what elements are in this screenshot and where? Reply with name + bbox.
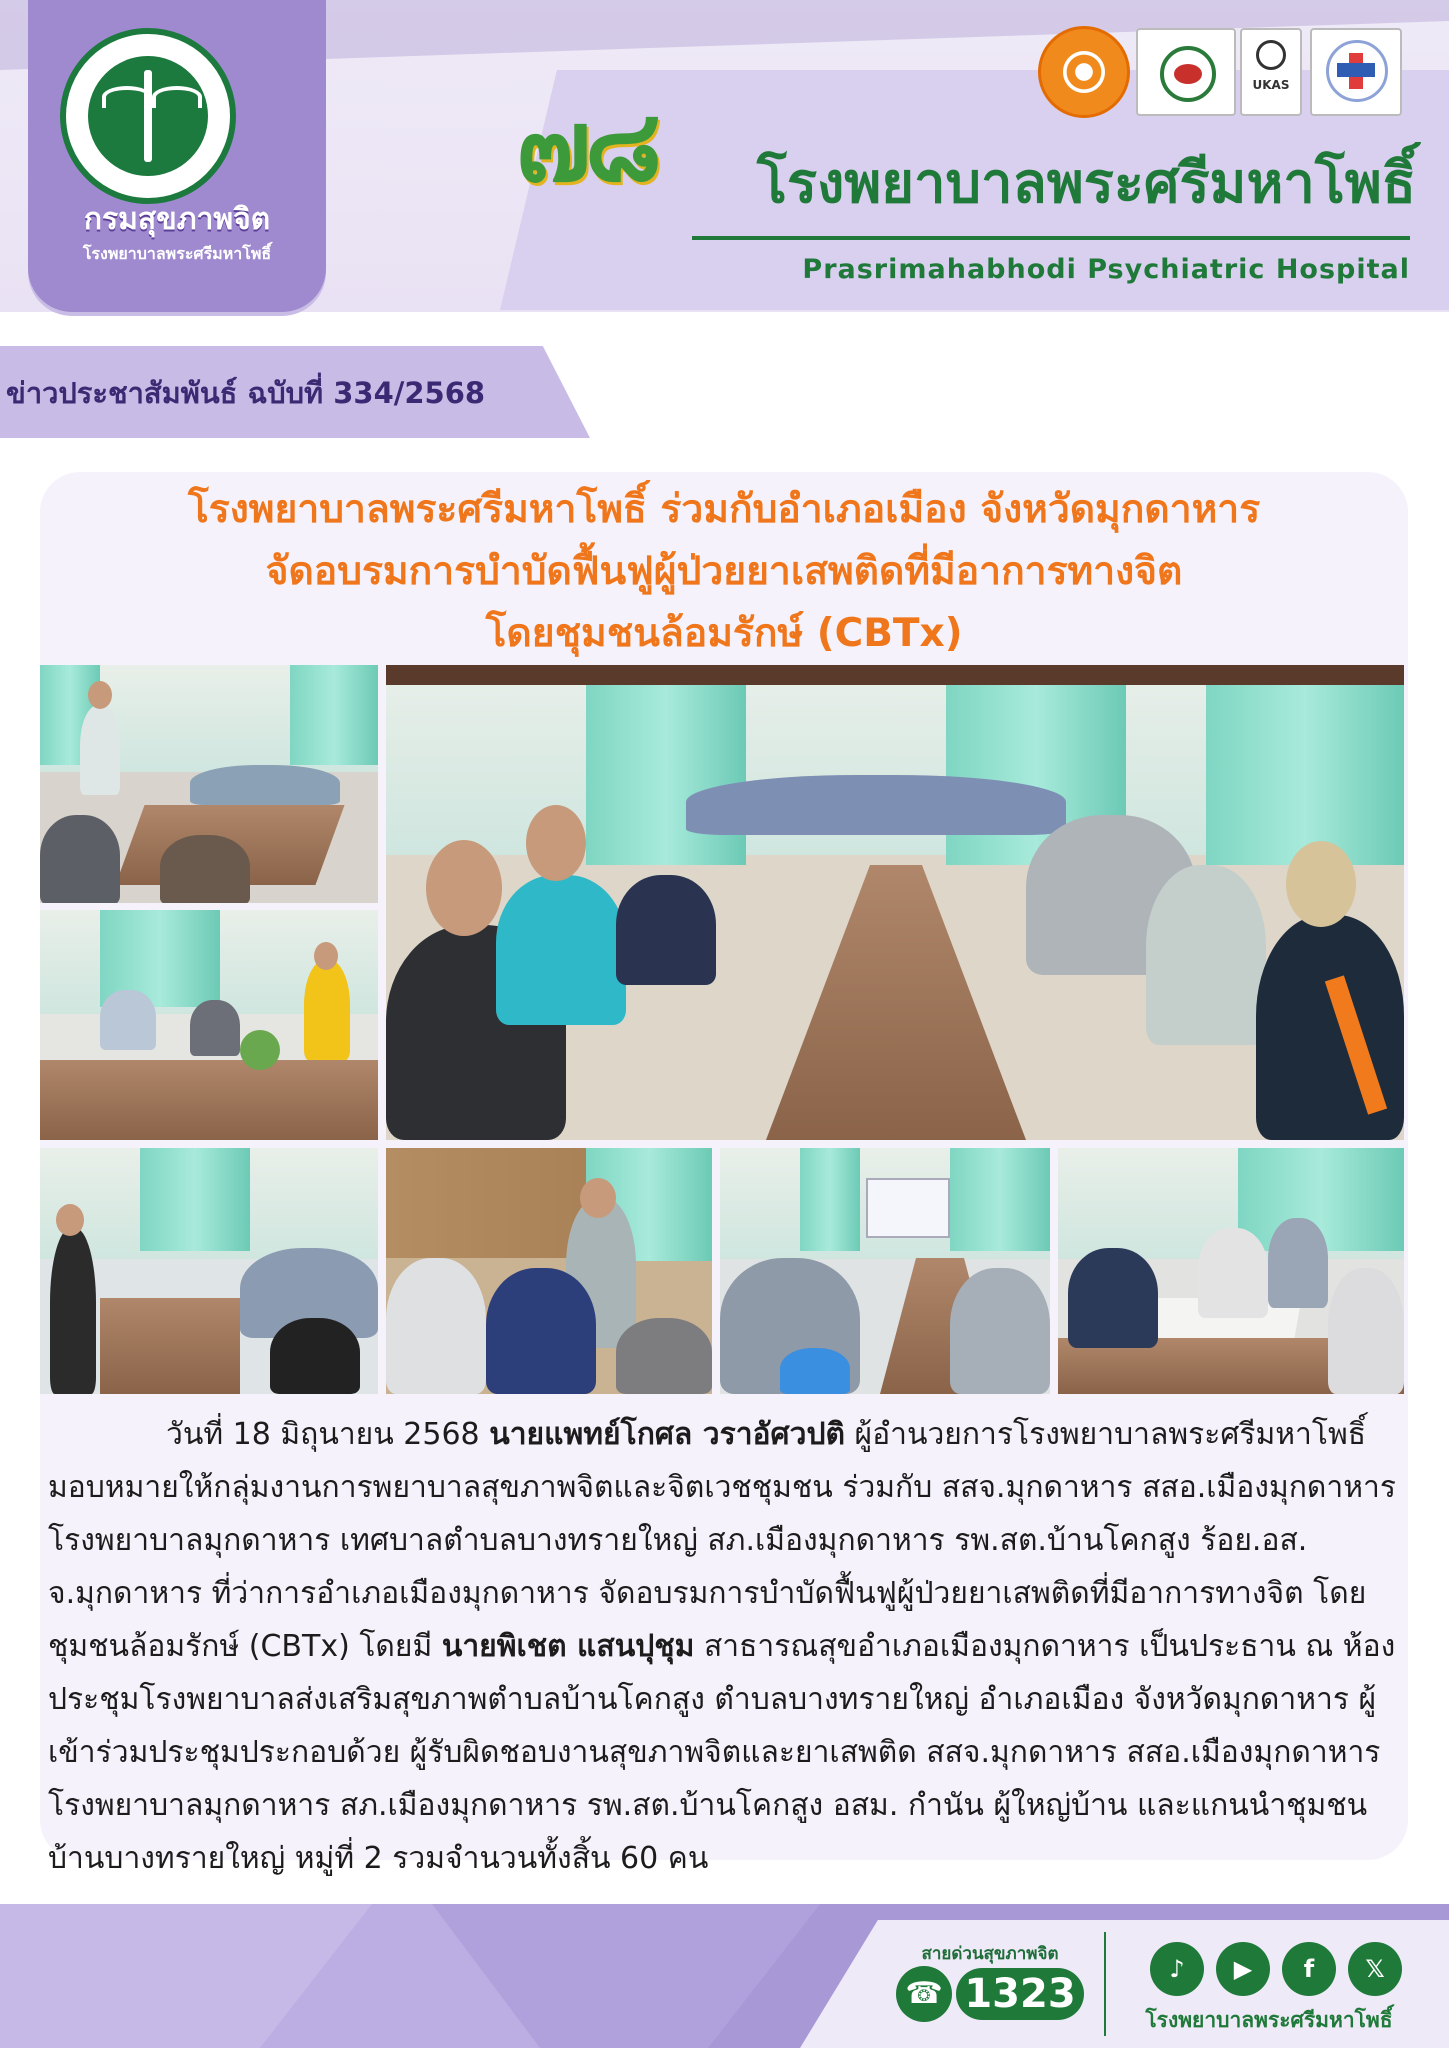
caduceus-wing-left [102,86,152,108]
photo-meeting-speaker [40,665,378,903]
sun-emblem-icon [1038,26,1130,118]
healthcare-accreditation-icon [1310,28,1402,116]
article-paragraph [48,1408,1404,1885]
article-text-2: สาธารณสุขอำเภอเมืองมุกดาหาร เป็นประธาน ณ ห้องประชุมโรงพยาบาลส่งเสริมสุขภาพตำบลบ้านโคกสูง ตำบลบางทรายใหญ่ อำเภอเมือง จังหวัดมุกดาหาร ผู้เข้าร่วมประชุมประกอบด้วย ผู้รับผิดชอบงานสุขภาพจิตและยาเสพติด สสจ.มุกดาหาร สสอ.เมืองมุกดาหาร โรงพยาบาลมุกดาหาร สภ.เมืองมุกดาหาร รพ.สต.บ้านโคกสูง อสม. กำนัน ผู้ใหญ่บ้าน และแกนนำชุมชน บ้านบางทรายใหญ่ หมู่ที่ 2 รวมจำนวนทั้งสิ้น 60 คน [48,1629,1396,1876]
youtube-icon[interactable]: ▶ [1216,1942,1270,1996]
news-number: ข่าวประชาสัมพันธ์ ฉบับที่ 334/2568 [6,376,486,410]
headline-line-1: โรงพยาบาลพระศรีมหาโพธิ์ ร่วมกับอำเภอเมือง จังหวัดมุกดาหาร [187,487,1261,532]
photo-table-writing [1058,1148,1404,1394]
photo-speaker-yellow [40,910,378,1140]
photo-room-screen [720,1148,1050,1394]
footer-divider [1104,1932,1106,2036]
emblem-inner [88,56,208,176]
photo-presenter-room [40,1148,378,1394]
caduceus-wing-right [152,86,202,108]
facebook-icon[interactable]: f [1282,1942,1336,1996]
photo-group-work [386,1148,712,1394]
hotline-label: สายด่วนสุขภาพจิต [921,1944,1059,1964]
footer-hospital-name: โรงพยาบาลพระศรีมหาโพธิ์ [1145,2008,1393,2032]
department-sub: โรงพยาบาลพระศรีมหาโพธิ์ [82,244,272,263]
title-divider [692,236,1410,240]
tiktok-icon[interactable]: ♪ [1150,1942,1204,1996]
department-name: กรมสุขภาพจิต [83,202,271,237]
headline-line-3: โดยชุมชนล้อมรักษ์ (CBTx) [485,611,963,656]
hotline-number[interactable]: 1323 [956,1968,1084,2020]
anniversary-logo: ๗๘ [515,86,657,204]
chairman-name: นายพิเชต แสนปุชุม [441,1629,695,1664]
director-name: นายแพทย์โกศล วราอัศวปติ [489,1417,845,1452]
headline-line-2: จัดอบรมการบำบัดฟื้นฟูผู้ป่วยยาเสพติดที่มีอาการทางจิต [265,549,1183,594]
hospital-name-th: โรงพยาบาลพระศรีมหาโพธิ์ [756,151,1416,216]
urs-certification-icon [1136,28,1236,116]
ukas-label: UKAS [1252,78,1290,92]
ministry-emblem-icon [60,28,236,204]
article-text-1: ผู้อำนวยการโรงพยาบาลพระศรีมหาโพธิ์ มอบหมายให้กลุ่มงานการพยาบาลสุขภาพจิตและจิตเวชชุมชน ร่วมกับ สสจ.มุกดาหาร สสอ.เมืองมุกดาหาร โรงพยาบาลมุกดาหาร เทศบาลตำบลบางทรายใหญ่ สภ.เมืองมุกดาหาร รพ.สต.บ้านโคกสูง ร้อย.อส. จ.มุกดาหาร ที่ว่าการอำเภอเมืองมุกดาหาร จัดอบรมการบำบัดฟื้นฟูผู้ป่วยยาเสพติดที่มีอาการทางจิต โดยชุมชนล้อมรักษ์ (CBTx) โดยมี [48,1417,1396,1664]
article-body [48,1408,1404,1885]
x-icon[interactable]: 𝕏 [1348,1942,1402,1996]
phone-icon: ☎ [896,1966,952,2022]
photo-group-main [386,665,1404,1140]
article-date: วันที่ 18 มิถุนายน 2568 [166,1417,490,1452]
ukas-certification-icon [1240,28,1302,116]
caduceus-staff [144,70,152,162]
hospital-name-en: Prasrimahabhodi Psychiatric Hospital [802,254,1410,285]
